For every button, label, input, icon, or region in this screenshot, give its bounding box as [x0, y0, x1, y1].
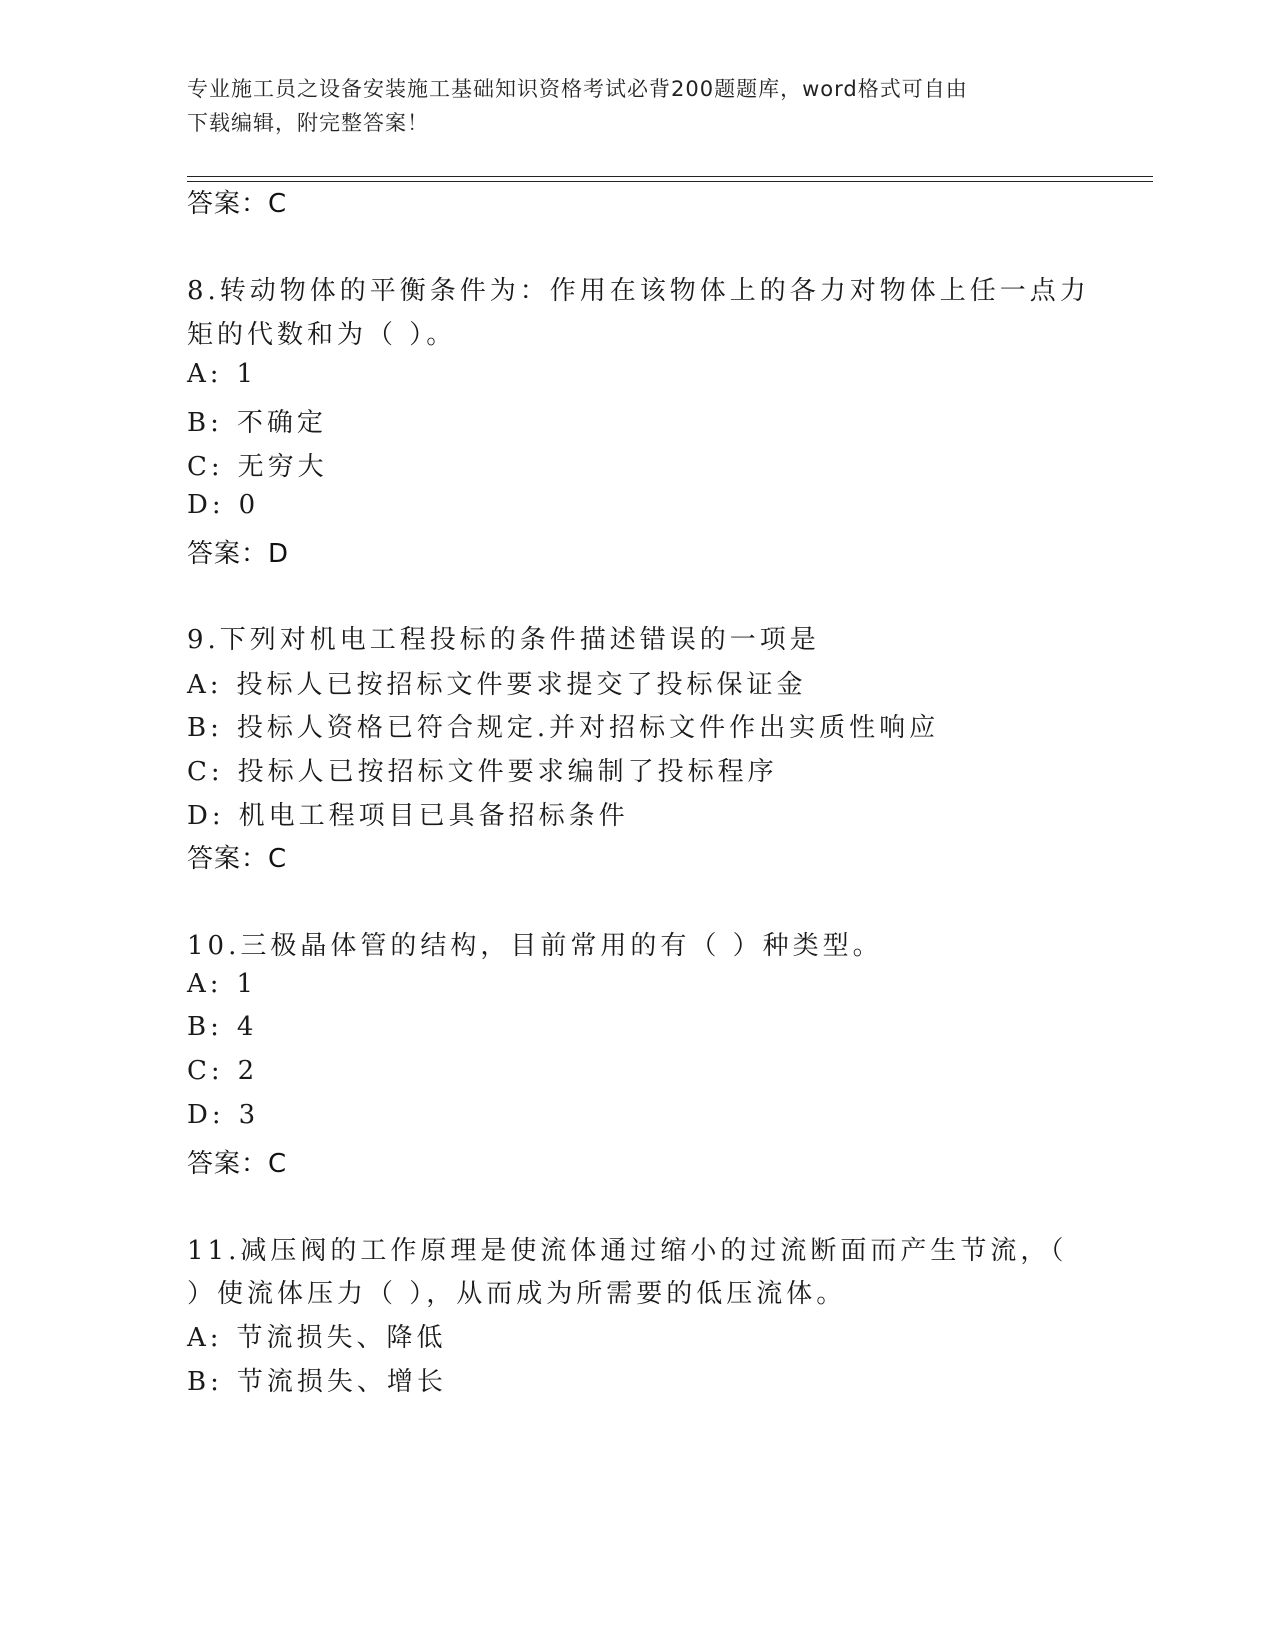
question-8-option-b [187, 402, 327, 439]
option-label: D: [187, 801, 225, 831]
question-8-stem-line-1: 8.转动物体的平衡条件为：作用在该物体上的各力对物体上任一点力 [187, 276, 1090, 306]
option-text: 1 [236, 969, 258, 999]
option-text: 投标人已按招标文件要求提交了投标保证金 [236, 670, 807, 700]
question-10-option-b [187, 1012, 257, 1042]
option-label: B: [187, 1367, 223, 1397]
question-10-option-a [187, 969, 257, 999]
option-text: 节流损失、增长 [236, 1367, 447, 1397]
option-label: A: [187, 1323, 223, 1353]
question-9-option-d [187, 795, 629, 832]
option-text: 2 [237, 1056, 259, 1086]
question-8-answer: 答案：D [187, 539, 290, 569]
option-text: 1 [236, 359, 258, 389]
question-11-stem-line-2: ）使流体压力（ ），从而成为所需要的低压流体。 [187, 1279, 847, 1309]
option-label: B: [187, 408, 223, 438]
option-label: A: [187, 969, 223, 999]
header-line-2: 下载编辑，附完整答案！ [187, 111, 429, 135]
question-10-option-c [187, 1056, 258, 1086]
option-label: C: [187, 1056, 224, 1086]
option-text: 0 [238, 490, 260, 520]
document-header [187, 72, 1067, 140]
option-text: 3 [238, 1100, 260, 1130]
question-10-answer: 答案：C [187, 1149, 288, 1179]
option-text: 节流损失、降低 [236, 1323, 447, 1353]
question-11-stem-line-1: 11.减压阀的工作原理是使流体通过缩小的过流断面而产生节流，（ [187, 1236, 1068, 1266]
option-label: C: [187, 452, 224, 482]
option-label: A: [187, 670, 223, 700]
option-text: 不确定 [236, 408, 327, 438]
header-divider-bottom [187, 181, 1153, 182]
question-9-option-a [187, 664, 807, 701]
question-9-answer: 答案：C [187, 844, 288, 874]
option-label: C: [187, 757, 224, 787]
option-label: B: [187, 713, 223, 743]
previous-answer: 答案：C [187, 189, 288, 219]
option-text: 无穷大 [237, 452, 328, 482]
question-10-option-d [187, 1100, 259, 1130]
question-8-option-c [187, 446, 328, 483]
question-8-option-a [187, 359, 257, 389]
option-label: B: [187, 1012, 223, 1042]
question-8-option-d [187, 490, 259, 520]
option-text: 4 [236, 1012, 258, 1042]
header-divider-top [187, 176, 1153, 177]
option-label: D: [187, 1100, 225, 1130]
option-text: 投标人资格已符合规定.并对招标文件作出实质性响应 [236, 713, 940, 743]
option-text: 投标人已按招标文件要求编制了投标程序 [237, 757, 778, 787]
question-8-stem-line-2: 矩的代数和为（ ）。 [187, 320, 457, 350]
question-9-stem-line-1: 9.下列对机电工程投标的条件描述错误的一项是 [187, 625, 820, 655]
question-9-option-c [187, 751, 778, 788]
question-9-option-b [187, 707, 939, 744]
question-10-stem-line-1: 10.三极晶体管的结构，目前常用的有（ ）种类型。 [187, 931, 883, 961]
question-11-option-a [187, 1317, 447, 1354]
option-label: A: [187, 359, 223, 389]
header-line-1: 专业施工员之设备安装施工基础知识资格考试必背200题题库，word格式可自由 [187, 77, 968, 101]
question-11-option-b [187, 1361, 447, 1398]
option-text: 机电工程项目已具备招标条件 [238, 801, 629, 831]
option-label: D: [187, 490, 225, 520]
